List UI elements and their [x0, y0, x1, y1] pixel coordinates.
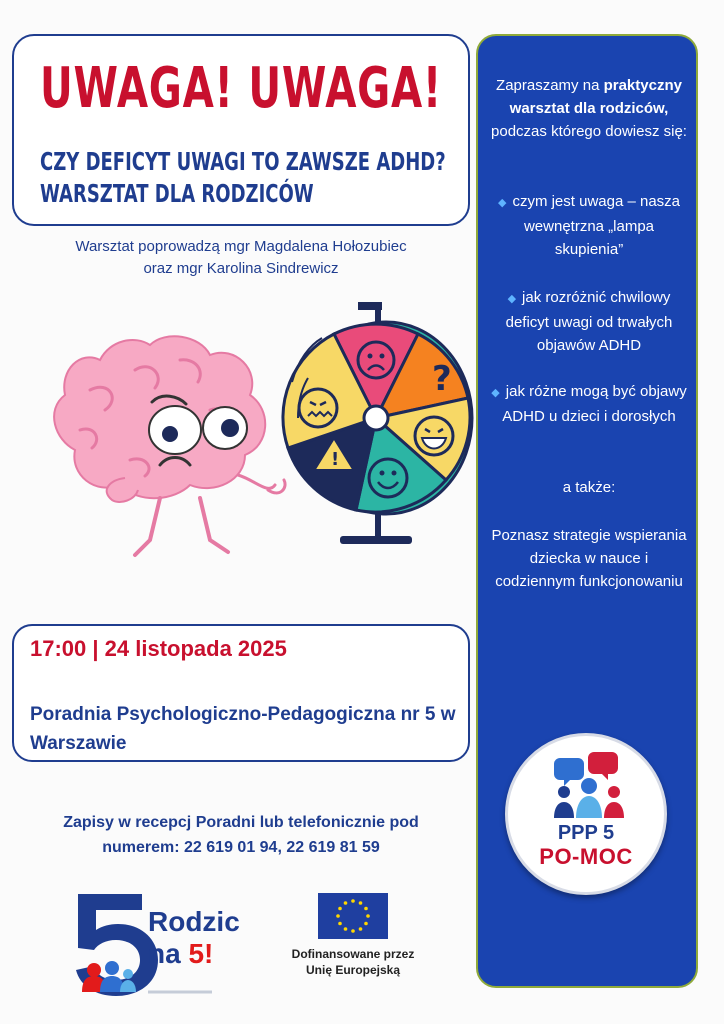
eu-funding-text [260, 946, 446, 978]
ppp5-logo [505, 733, 667, 895]
presenters-line-1: Warsztat poprowadzą mgr Magdalena Hołozubiec [75, 238, 407, 255]
signup-line-1: Zapisy w recepcj Poradni lub telefonicznie pod [63, 814, 419, 831]
ppp5-tagline: PO-MOC [539, 844, 633, 869]
subtitle-line-2: WARSZTAT DLA RODZICÓW [40, 179, 314, 208]
sidebar-bullet-2-text: jak rozróżnić chwilowy deficyt uwagi od trwałych objawów ADHD [505, 289, 673, 354]
sidebar-bullet-3-text: jak różne mogą być objawy ADHD u dzieci i dorosłych [502, 383, 687, 425]
rodzic-line-2 [148, 938, 240, 970]
rodzic-na-5-text [148, 906, 240, 970]
sidebar-bullet-3 [478, 380, 700, 428]
svg-text:?: ? [432, 359, 452, 399]
sidebar-bullet-1 [478, 190, 700, 261]
sidebar-intro-bold: praktyczny warsztat dla rodziców, [509, 77, 682, 117]
diamond-bullet-icon: ◆ [507, 293, 517, 305]
svg-text:!: ! [331, 449, 340, 470]
rodzic-line-2-a: na [148, 938, 189, 969]
emotion-wheel-icon [283, 302, 472, 544]
sidebar-bullet-2 [478, 286, 700, 357]
sidebar-also: a także: [562, 479, 616, 496]
people-group-icon [546, 748, 632, 820]
event-info-box [12, 624, 470, 762]
event-datetime: 17:00 | 24 listopada 2025 [30, 636, 287, 661]
signup-line-2: numerem: 22 619 01 94, 22 619 81 59 [102, 839, 380, 856]
rodzic-line-2-b: 5! [188, 938, 214, 969]
eu-line-1: Dofinansowane przez [291, 947, 415, 961]
subtitle [40, 146, 446, 210]
sidebar-intro [478, 74, 700, 143]
rodzic-line-1: Rodzic [148, 906, 240, 937]
sidebar-bullet-1-text: czym jest uwaga – nasza wewnętrzna „lampa skupienia” [512, 193, 681, 258]
eu-line-2: Unię Europejską [305, 963, 401, 977]
presenters-line-2: oraz mgr Karolina Sindrewicz [143, 260, 339, 277]
sidebar-intro-post: podczas którego dowiesz się: [491, 123, 687, 140]
event-place: Poradnia Psychologiczno-Pedagogiczna nr 5 w Warszawie [30, 704, 456, 754]
subtitle-line-1: CZY DEFICYT UWAGI TO ZAWSZE ADHD? [40, 147, 446, 176]
brain-and-wheel-illustration [40, 300, 480, 580]
diamond-bullet-icon: ◆ [497, 197, 507, 209]
sidebar-closing: Poznasz strategie wspierania dziecka w nauce i codziennym funkcjonowaniu [491, 527, 687, 590]
diamond-bullet-icon: ◆ [491, 387, 500, 399]
main-title: UWAGA! UWAGA! [40, 56, 442, 121]
sidebar-intro-pre: Zapraszamy na [496, 77, 604, 94]
title-box [12, 34, 470, 226]
ppp5-name: PPP 5 [557, 822, 615, 844]
signup-info [12, 810, 470, 860]
eu-flag-icon [318, 893, 388, 939]
brain-character-icon [54, 336, 285, 555]
presenters [12, 236, 470, 280]
